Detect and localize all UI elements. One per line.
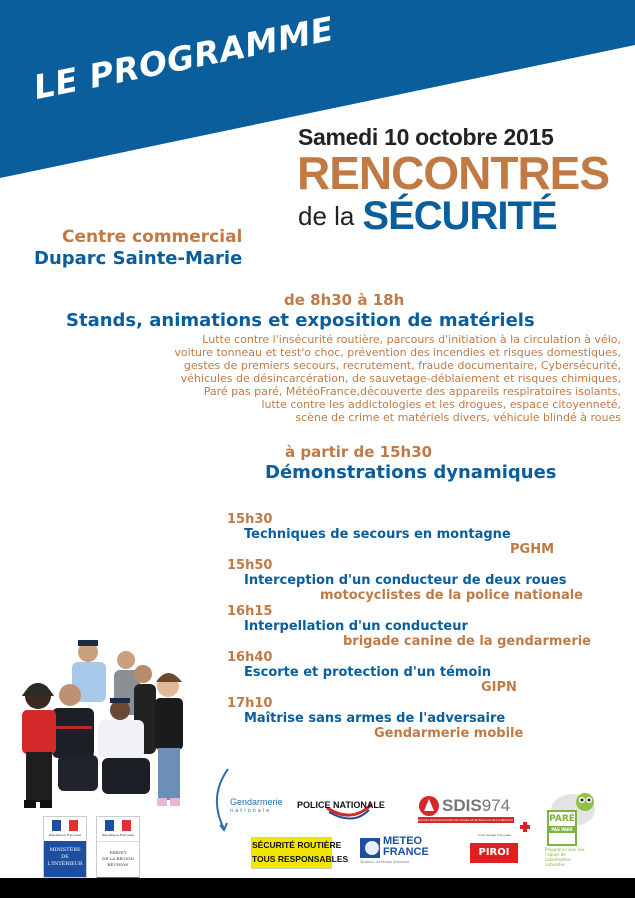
event-title-securite: SÉCURITÉ [362, 194, 557, 238]
gendarmerie-name: Gendarmerie [230, 797, 283, 807]
description-line: véhicules de désincarcération, de sauvetage-déblaiement et risques chimiques, [180, 372, 621, 385]
demo-activity: Techniques de secours en montagne [244, 527, 511, 542]
marianne-caption: République Française [49, 833, 81, 837]
demo-unit: brigade canine de la gendarmerie [343, 634, 592, 649]
stands-hours: de 8h30 à 18h [284, 291, 405, 309]
ministere-label: DE [61, 854, 69, 860]
logo-securite-routiere [251, 837, 349, 869]
description-line: voiture tonneau et test'o choc, prévention des incendies et risques domestiques, [174, 346, 621, 359]
demo-time: 16h15 [227, 604, 273, 619]
sdis-subtitle: Service Départemental d'Incendie et de Secours de La Réunion [418, 818, 514, 822]
prefet-label: DE LA RÉGION [102, 856, 134, 861]
pare-title: PARÉ [549, 814, 575, 824]
meteo-globe-icon [360, 838, 380, 858]
prefet-label: PRÉFET [109, 850, 127, 855]
demo-time: 15h30 [227, 512, 273, 527]
pare-caption: Préparons-nous aux risques de catastrophes naturelles [545, 847, 585, 867]
demo-activity: Interception d'un conducteur de deux roues [244, 573, 567, 588]
demo-activity: Interpellation d'un conducteur [244, 619, 468, 634]
meteo-tagline: Toujours un temps d'avance [360, 860, 410, 864]
securite-routiere-line2: TOUS RESPONSABLES [252, 854, 349, 864]
demos-start-time: à partir de 15h30 [285, 443, 433, 461]
logo-gendarmerie [212, 767, 282, 832]
prefet-label: RÉUNION [107, 862, 129, 867]
marianne-caption: République Française [102, 833, 134, 837]
demo-unit: GIPN [481, 680, 517, 695]
demo-activity: Escorte et protection d'un témoin [244, 665, 492, 680]
sdis-number: 974 [481, 796, 511, 815]
demo-unit: motocyclistes de la police nationale [320, 588, 583, 603]
logo-police-nationale [297, 796, 392, 826]
description-line: Lutte contre l'insécurité routière, parcours d'initiation à la circulation à vélo, [202, 333, 621, 346]
banner-title: LE PROGRAMME [30, 8, 338, 107]
logo-sdis974 [418, 795, 518, 825]
gendarmerie-arc-icon [212, 767, 232, 832]
red-cross-icon [520, 822, 530, 832]
ministere-label: L'INTÉRIEUR [47, 861, 83, 867]
demo-time: 17h10 [227, 696, 273, 711]
stands-title: Stands, animations et exposition de matériels [66, 310, 535, 331]
meteo-line2: FRANCE [383, 846, 429, 858]
venue-line1: Centre commercial [62, 227, 243, 247]
police-name: POLICE NATIONALE [297, 800, 385, 810]
demo-time: 15h50 [227, 558, 273, 573]
description-line: lutte contre les addictologies et les drogues, espace citoyenneté, [261, 398, 621, 411]
description-line: Paré pas paré, MétéoFrance,découverte des appareils respiratoires isolants, [203, 385, 621, 398]
event-title-row [298, 196, 557, 236]
group-photo [10, 630, 190, 815]
ministere-label: MINISTÈRE [49, 847, 81, 853]
logo-meteo-france [360, 836, 440, 868]
meteo-line1: METEO [383, 835, 423, 847]
demos-title: Démonstrations dynamiques [265, 462, 557, 483]
venue-line2: Duparc Sainte-Marie [34, 248, 243, 269]
bottom-bar [0, 878, 635, 898]
demo-time: 16h40 [227, 650, 273, 665]
gendarmerie-subtitle: nationale [230, 808, 272, 814]
demo-unit: PGHM [510, 542, 555, 557]
sdis-emblem-icon [418, 795, 440, 817]
logo-prefet-reunion [96, 816, 140, 879]
logo-ministere-interieur [43, 816, 87, 878]
sdis-name: SDIS [442, 796, 482, 815]
securite-routiere-line1: SÉCURITÉ ROUTIÈRE [252, 840, 342, 850]
piroi-caption: Croix-Rouge française [478, 833, 511, 837]
demo-activity: Maîtrise sans armes de l'adversaire [244, 711, 506, 726]
event-title-rencontres: RENCONTRES [297, 147, 610, 199]
stands-description [81, 333, 621, 424]
pare-subtitle: PAS PARÉ [549, 826, 575, 833]
event-title-prefix: de la [298, 201, 355, 231]
description-line: scène de crime et matériels divers, véhicule blindé à roues [295, 411, 621, 424]
logo-pare-pas-pare [545, 790, 605, 870]
piroi-name: PIROI [470, 843, 518, 863]
demo-unit: Gendarmerie mobile [374, 726, 524, 741]
logo-piroi [470, 822, 530, 867]
description-line: gestes de premiers secours, recrutement, fraude documentaire, Cybersécurité, [183, 359, 621, 372]
event-date: Samedi 10 octobre 2015 [298, 124, 554, 150]
